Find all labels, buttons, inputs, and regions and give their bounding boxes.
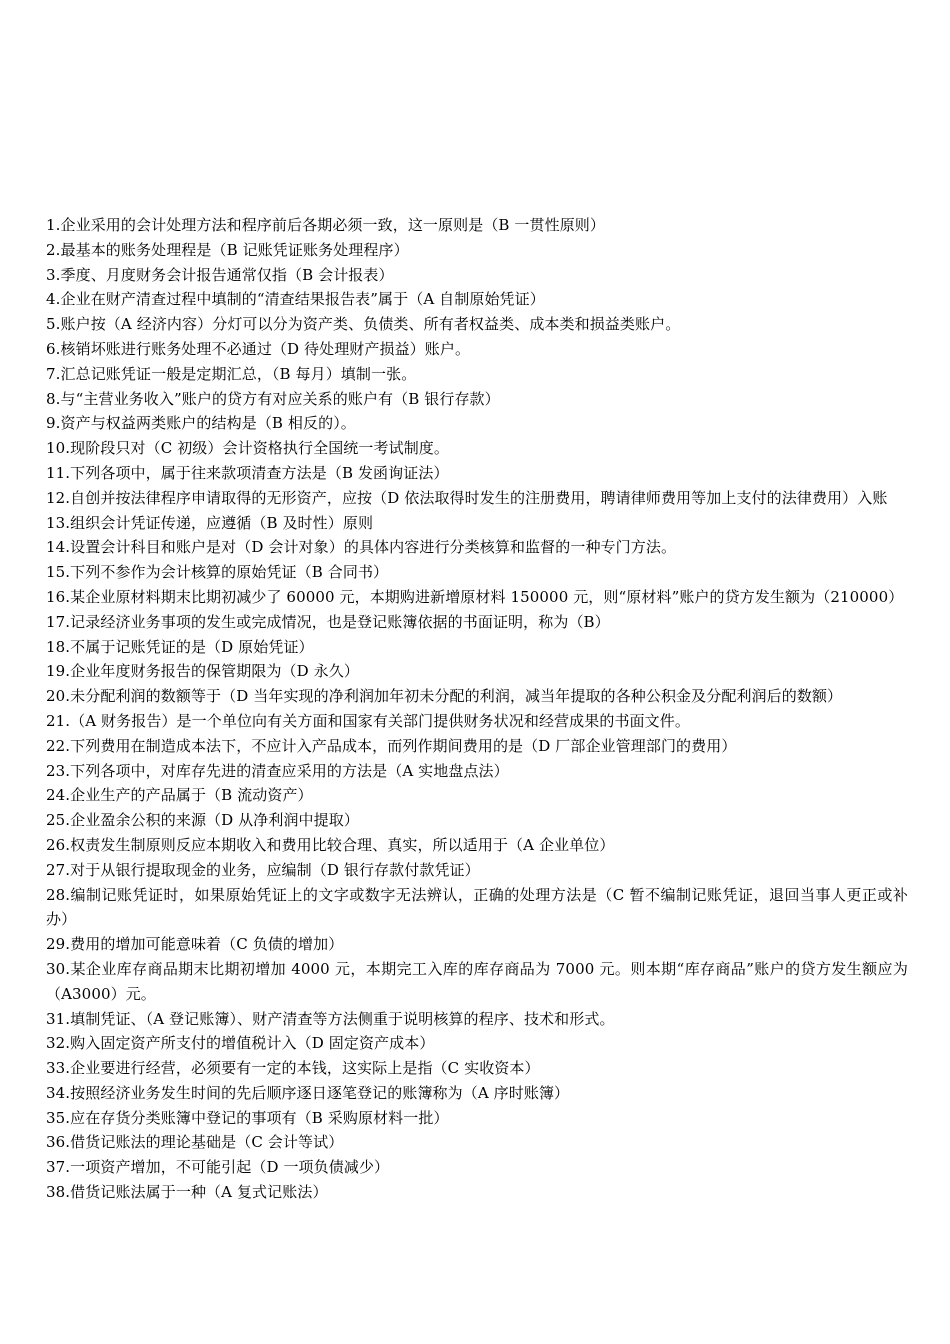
question-item-8: 8.与“主营业务收入”账户的贷方有对应关系的账户有（B 银行存款） — [46, 389, 500, 408]
question-item-38: 38.借货记账法属于一种（A 复式记账法） — [46, 1183, 328, 1202]
question-item-30: 30.某企业库存商品期末比期初增加 4000 元，本期完工入库的库存商品为 7000 元。则本期“库存商品”账户的贷方发生额应为（A3000）元。 — [46, 959, 908, 1003]
question-item-3: 3.季度、月度财务会计报告通常仅指（B 会计报表） — [46, 265, 394, 284]
question-item-2: 2.最基本的账务处理程是（B 记账凭证账务处理程序） — [46, 240, 409, 259]
question-item-1: 1.企业采用的会计处理方法和程序前后各期必须一致，这一原则是（B 一贯性原则） — [46, 216, 606, 234]
question-item-9: 9.资产与权益两类账户的结构是（B 相反的）。 — [46, 414, 356, 433]
question-list — [46, 213, 908, 1205]
question-item-16: 16.某企业原材料期末比期初减少了 60000 元，本期购进新增原材料 150000 元，则“原材料”账户的贷方发生额为（210000） — [46, 587, 904, 606]
question-item-26: 26.权责发生制原则反应本期收入和费用比较合理、真实，所以适用于（A 企业单位） — [46, 835, 615, 854]
question-item-21: 21.（A 财务报告）是一个单位向有关方面和国家有关部门提供财务状况和经营成果的书面文件。 — [46, 711, 690, 730]
question-item-28: 28.编制记账凭证时，如果原始凭证上的文字或数字无法辨认，正确的处理方法是（C 暂不编制记账凭证，退回当事人更正或补办） — [46, 885, 908, 929]
question-item-24: 24.企业生产的产品属于（B 流动资产） — [46, 786, 313, 805]
question-item-5: 5.账户按（A 经济内容）分灯可以分为资产类、负债类、所有者权益类、成本类和损益类账户。 — [46, 315, 681, 334]
question-item-6: 6.核销坏账进行账务处理不必通过（D 待处理财产损益）账户。 — [46, 339, 471, 358]
question-item-15: 15.下列不参作为会计核算的原始凭证（B 合同书） — [46, 563, 389, 582]
question-item-14: 14.设置会计科目和账户是对（D 会计对象）的具体内容进行分类核算和监督的一种专门方法。 — [46, 538, 677, 557]
question-item-4: 4.企业在财产清查过程中填制的“清查结果报告表”属于（A 自制原始凭证） — [46, 290, 545, 309]
question-item-20: 20.未分配利润的数额等于（D 当年实现的净利润加年初未分配的利润，减当年提取的各种公积金及分配利润后的数额） — [46, 687, 843, 706]
question-item-25: 25.企业盈余公积的来源（D 从净利润中提取） — [46, 811, 359, 830]
question-item-19: 19.企业年度财务报告的保管期限为（D 永久） — [46, 662, 359, 681]
question-item-10: 10.现阶段只对（C 初级）会计资格执行全国统一考试制度。 — [46, 439, 450, 458]
question-item-34: 34.按照经济业务发生时间的先后顺序逐日逐笔登记的账簿称为（A 序时账簿） — [46, 1083, 570, 1102]
question-item-35: 35.应在存货分类账簿中登记的事项有（B 采购原材料一批） — [46, 1108, 449, 1127]
question-item-17: 17.记录经济业务事项的发生或完成情况，也是登记账簿依据的书面证明，称为（B） — [46, 612, 610, 631]
question-item-22: 22.下列费用在制造成本法下，不应计入产品成本，而列作期间费用的是（D 厂部企业管理部门的费用） — [46, 736, 737, 755]
question-item-11: 11.下列各项中，属于往来款项清查方法是（B 发函询证法） — [46, 463, 449, 482]
document-page — [46, 213, 908, 1205]
question-item-13: 13.组织会计凭证传递，应遵循（B 及时性）原则 — [46, 513, 374, 532]
question-item-31: 31.填制凭证、（A 登记账簿）、财产清查等方法侧重于说明核算的程序、技术和形式。 — [46, 1009, 615, 1028]
question-item-37: 37.一项资产增加，不可能引起（D 一项负债减少） — [46, 1158, 390, 1177]
question-item-7: 7.汇总记账凭证一般是定期汇总，（B 每月）填制一张。 — [46, 364, 417, 383]
question-item-29: 29.费用的增加可能意味着（C 负债的增加） — [46, 935, 344, 954]
question-item-32: 32.购入固定资产所支付的增值税计入（D 固定资产成本） — [46, 1034, 435, 1053]
question-item-18: 18.不属于记账凭证的是（D 原始凭证） — [46, 637, 314, 656]
question-item-36: 36.借货记账法的理论基础是（C 会计等试） — [46, 1133, 344, 1152]
question-item-27: 27.对于从银行提取现金的业务，应编制（D 银行存款付款凭证） — [46, 860, 480, 879]
question-item-33: 33.企业要进行经营，必须要有一定的本钱，这实际上是指（C 实收资本） — [46, 1059, 540, 1078]
question-item-12: 12.自创并按法律程序申请取得的无形资产，应按（D 依法取得时发生的注册费用，聘请律师费用等加上支付的法律费用）入账 — [46, 488, 888, 507]
question-item-23: 23.下列各项中，对库存先进的清查应采用的方法是（A 实地盘点法） — [46, 761, 509, 780]
